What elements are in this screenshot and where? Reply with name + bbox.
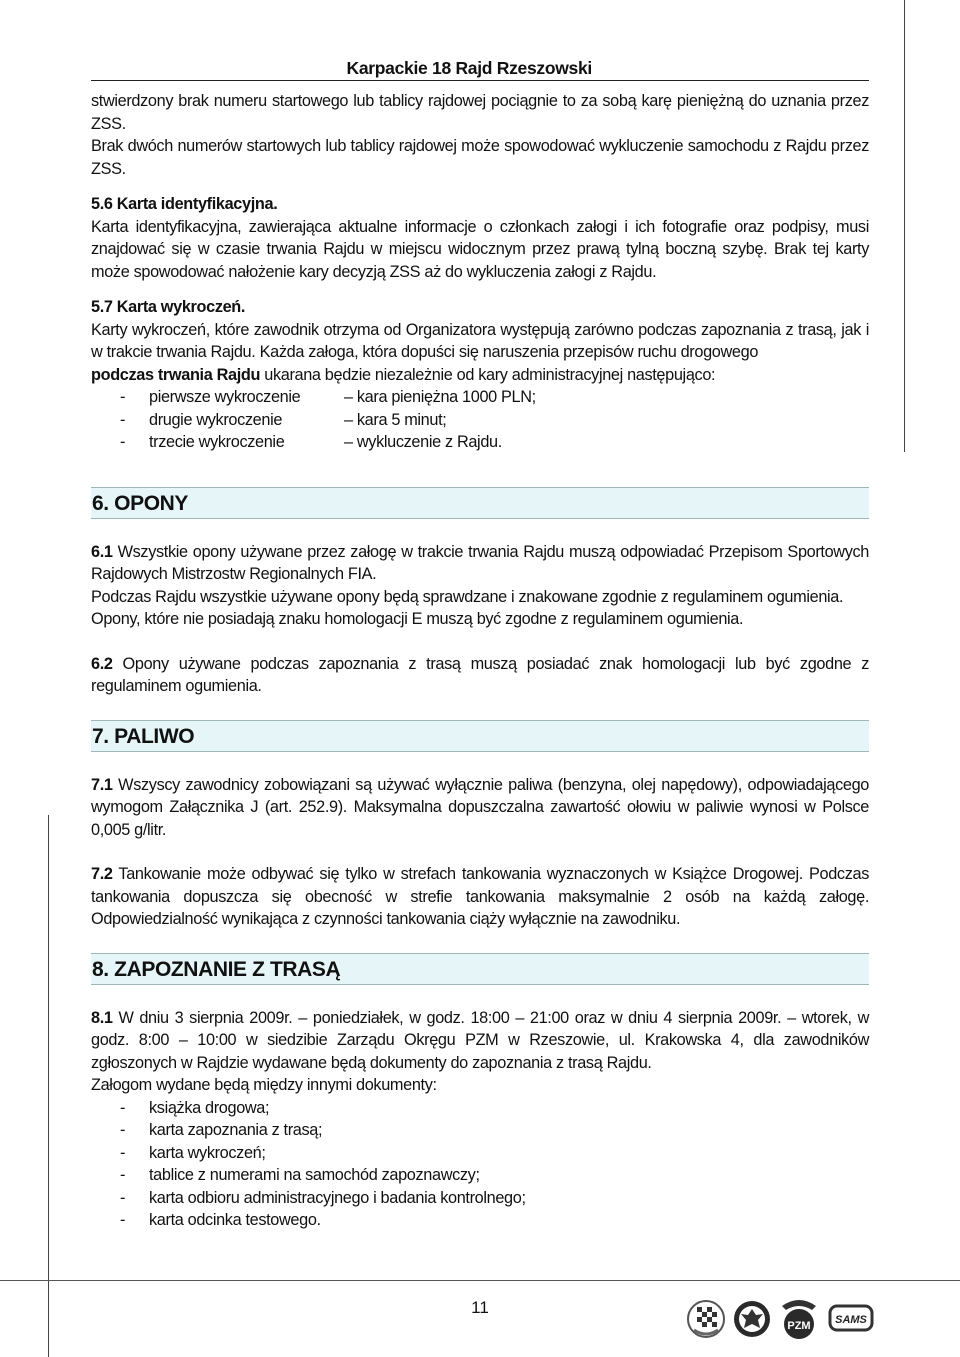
- list-item-text: karta wykroczeń;: [149, 1143, 266, 1162]
- page-content: [91, 90, 869, 1232]
- list-item: [91, 1187, 869, 1210]
- paragraph-text: Tankowanie może odbywać się tylko w strefach tankowania wyznaczonych w Książce Drogowej. Podczas tankowania dopuszcza się obecność w strefie tankowania maksymalnie 2 osób na każdą załogę. Odpowiedzialność wynikająca z czynności tankowania ciąży wyłącznie na zawodniku.: [91, 865, 869, 928]
- penalty-value: – kara 5 minut;: [344, 410, 447, 429]
- paragraph: [91, 863, 869, 931]
- list-item: [91, 386, 869, 409]
- list-dash: -: [120, 1098, 126, 1117]
- list-dash: -: [120, 1188, 126, 1207]
- checkered-flag-logo-icon: [686, 1298, 726, 1340]
- list-item: [91, 431, 869, 454]
- paragraph: Opony, które nie posiadają znaku homologacji E muszą być zgodne z regulaminem ogumienia.: [91, 610, 744, 628]
- list-item: [91, 1209, 869, 1232]
- list-item: [91, 1164, 869, 1187]
- penalty-value: – kara pieniężna 1000 PLN;: [344, 388, 536, 406]
- footer-rule: [0, 1280, 960, 1281]
- sams-logo-text: SAMS: [835, 1314, 867, 1326]
- list-dash: -: [120, 433, 126, 451]
- paragraph: Załogom wydane będą między innymi dokumenty:: [91, 1076, 437, 1094]
- paragraph: Podczas Rajdu wszystkie używane opony będą sprawdzane i znakowane zgodnie z regulaminem ogumienia.: [91, 587, 844, 606]
- paragraph-text: Opony używane podczas zapoznania z trasą muszą posiadać znak homologacji lub być zgodne z regulaminem ogumienia.: [91, 654, 869, 695]
- paragraph: [91, 364, 869, 387]
- list-item-text: tablice z numerami na samochód zapoznawczy;: [149, 1166, 480, 1184]
- penalty-value: – wykluczenie z Rajdu.: [344, 433, 502, 451]
- clause-number: 6.2: [91, 654, 113, 673]
- paragraph: [91, 541, 869, 586]
- page-number: 11: [471, 1298, 489, 1317]
- list-dash: -: [120, 1166, 126, 1184]
- paragraph-text: Wszyscy zawodnicy zobowiązani są używać wyłącznie paliwa (benzyna, olej napędowy), odpowiadającego wymogom Załącznika J (art. 252.9). Maksymalna dopuszczalna zawartość ołowiu w paliwie wynosi w Polsce 0,005 g/litr.: [91, 775, 869, 839]
- section-heading-paliwo: 7. PALIWO: [91, 720, 869, 752]
- paragraph-text: Wszystkie opony używane przez załogę w trakcie trwania Rajdu muszą odpowiadać Przepisom Sportowych Rajdowych Mistrzostw Regionalnych FIA.: [91, 542, 869, 583]
- section-heading-opony: 6. OPONY: [91, 487, 869, 519]
- sams-logo-icon: [828, 1304, 874, 1334]
- list-item-text: karta zapoznania z trasą;: [149, 1121, 323, 1139]
- list-item: [91, 1097, 869, 1120]
- penalty-label: pierwsze wykroczenie: [149, 388, 301, 406]
- paragraph: stwierdzony brak numeru startowego lub tablicy rajdowej pociągnie to za sobą karę pieniężną do uznania przez ZSS.: [91, 92, 869, 133]
- list-dash: -: [120, 1211, 126, 1229]
- penalty-label: trzecie wykroczenie: [149, 433, 285, 451]
- list-dash: -: [120, 410, 126, 429]
- list-item: [91, 1119, 869, 1142]
- pzm-logo-text: PZM: [787, 1320, 811, 1332]
- paragraph: Karty wykroczeń, które zawodnik otrzyma od Organizatora występują zarówno podczas zapoznania z trasą, jak i w trakcie trwania Rajdu. Każda załoga, która dopuści się naruszenia przepisów ruchu drogowego: [91, 320, 869, 361]
- clause-number: 7.1: [91, 775, 113, 794]
- penalty-list: [91, 386, 869, 454]
- eagle-emblem-logo-icon: [732, 1298, 772, 1340]
- paragraph: [91, 1007, 869, 1075]
- list-dash: -: [120, 388, 126, 406]
- subsection-heading-5-7: 5.7 Karta wykroczeń.: [91, 298, 246, 316]
- list-item-text: książka drogowa;: [149, 1098, 270, 1117]
- bold-phrase: podczas trwania Rajdu: [91, 365, 261, 384]
- list-dash: -: [120, 1121, 126, 1139]
- pzm-logo-icon: [778, 1296, 820, 1342]
- document-title: Karpackie 18 Rajd Rzeszowski: [346, 58, 592, 78]
- list-item-text: karta odcinka testowego.: [149, 1211, 321, 1229]
- subsection-heading-5-6: 5.6 Karta identyfikacyjna.: [91, 195, 278, 213]
- paragraph: Brak dwóch numerów startowych lub tablicy rajdowej może spowodować wykluczenie samochodu z Rajdu przez ZSS.: [91, 137, 869, 178]
- paragraph: [91, 653, 869, 698]
- right-margin-line: [904, 0, 905, 452]
- clause-number: 6.1: [91, 542, 113, 561]
- clause-number: 7.2: [91, 865, 113, 883]
- list-dash: -: [120, 1143, 126, 1162]
- paragraph: Karta identyfikacyjna, zawierająca aktualne informacje o członkach załogi i ich fotografie oraz podpisy, musi znajdować się w czasie trwania Rajdu w miejscu widocznym przez prawą tylną boczną szybę. Brak tej karty może spowodować nałożenie kary decyzją ZSS aż do wykluczenia załogi z Rajdu.: [91, 217, 869, 281]
- paragraph-text: ukarana będzie niezależnie od kary administracyjnej następująco:: [260, 365, 716, 384]
- section-heading-zapoznanie: 8. ZAPOZNANIE Z TRASĄ: [91, 953, 869, 985]
- list-item: [91, 1142, 869, 1165]
- penalty-label: drugie wykroczenie: [149, 410, 283, 429]
- list-item-text: karta odbioru administracyjnego i badania kontrolnego;: [149, 1188, 526, 1207]
- clause-number: 8.1: [91, 1008, 113, 1027]
- header-rule: [91, 80, 869, 81]
- left-margin-line: [48, 815, 49, 1357]
- paragraph-text: W dniu 3 sierpnia 2009r. – poniedziałek, w godz. 18:00 – 21:00 oraz w dniu 4 sierpnia 2009r. – wtorek, w godz. 8:00 – 10:00 w siedzibie Zarządu Okręgu PZM w Rzeszowie, ul. Krakowska 4, dla zawodników zgłoszonych w Rajdzie wydawane będą dokumenty do zapoznania z trasą Rajdu.: [91, 1008, 869, 1072]
- documents-list: [91, 1097, 869, 1232]
- paragraph: [91, 774, 869, 842]
- list-item: [91, 409, 869, 432]
